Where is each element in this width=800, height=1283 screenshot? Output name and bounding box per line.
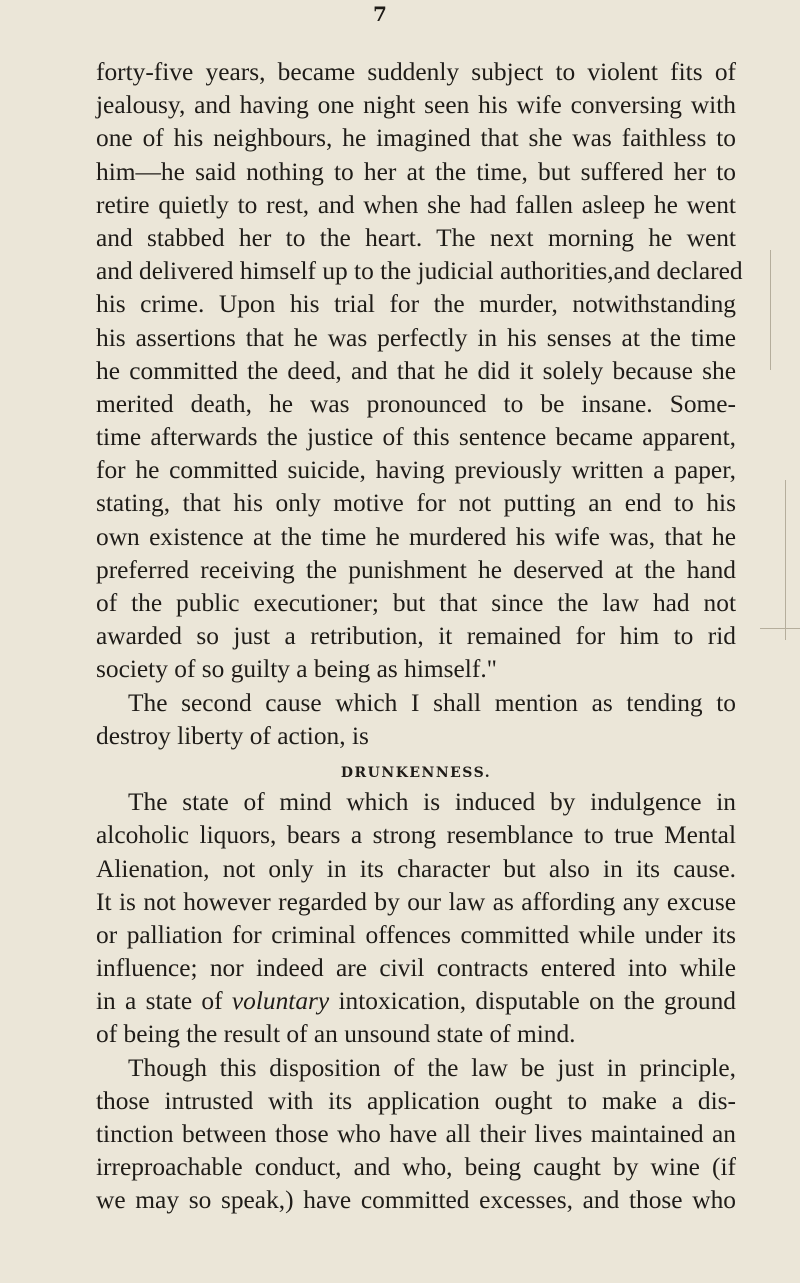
- text-line: those intrusted with its application ought to make a dis-: [96, 1086, 736, 1115]
- text-line: Alienation, not only in its character but also in its cause.: [96, 854, 736, 883]
- text-line: awarded so just a retribution, it remained for him to rid: [96, 622, 736, 651]
- text-line: for he committed suicide, having previously written a paper,: [96, 456, 736, 485]
- text-line: influence; nor indeed are civil contracts entered into while: [96, 954, 736, 983]
- text-line: Though this disposition of the law be just in principle,: [128, 1053, 736, 1082]
- text-line: forty-five years, became suddenly subject to violent fits of: [96, 58, 736, 86]
- text-line: alcoholic liquors, bears a strong resemblance to true Mental: [96, 821, 736, 850]
- text-line: society of so guilty a being as himself.": [96, 655, 498, 684]
- text-line: irreproachable conduct, and who, being caught by wine (if: [96, 1153, 736, 1182]
- text-line: of being the result of an unsound state of mind.: [96, 1020, 576, 1049]
- text-line: or palliation for criminal offences committed while under its: [96, 920, 736, 949]
- text-line: he committed the deed, and that he did it solely because she: [96, 356, 736, 385]
- text-line: destroy liberty of action, is: [96, 721, 369, 750]
- text-line: jealousy, and having one night seen his wife conversing with: [96, 91, 736, 120]
- text-line: his crime. Upon his trial for the murder, notwithstanding: [96, 290, 736, 319]
- text-line: The second cause which I shall mention as tending to: [128, 688, 736, 717]
- text-line: and stabbed her to the heart. The next morning he went: [96, 223, 736, 252]
- text-line: we may so speak,) have committed excesses, and those who: [96, 1186, 736, 1215]
- text-line: own existence at the time he murdered his wife was, that he: [96, 522, 736, 551]
- text-fragment: in a state of: [96, 987, 232, 1016]
- text-line-emphasis: [96, 985, 736, 1018]
- section-heading-row: [96, 753, 736, 786]
- body-text: [96, 56, 743, 1218]
- text-line: time afterwards the justice of this sentence became apparent,: [96, 423, 736, 452]
- page-number: 7: [373, 2, 387, 26]
- page-edge-mark: [770, 250, 771, 370]
- text-line: retire quietly to rest, and when she had fallen asleep he went: [96, 190, 736, 219]
- text-line: stating, that his only motive for not putting an end to his: [96, 489, 736, 518]
- text-fragment: intoxication, disputable on the ground: [329, 987, 736, 1016]
- text-line: one of his neighbours, he imagined that she was faithless to: [96, 124, 736, 153]
- text-line: of the public executioner; but that since the law had not: [96, 589, 736, 617]
- page-edge-mark: [785, 480, 786, 640]
- text-line: merited death, he was pronounced to be insane. Some-: [96, 389, 736, 418]
- emphasized-word: voluntary: [231, 987, 330, 1016]
- text-line: and delivered himself up to the judicial authorities,and declared: [96, 257, 743, 286]
- text-line: It is not however regarded by our law as affording any excuse: [96, 887, 736, 916]
- section-heading: DRUNKENNESS.: [340, 764, 492, 781]
- text-line: him—he said nothing to her at the time, but suffered her to: [96, 157, 736, 186]
- text-line: The state of mind which is induced by indulgence in: [128, 788, 736, 817]
- text-line: his assertions that he was perfectly in his senses at the time: [96, 323, 736, 352]
- page-edge-mark: [760, 628, 800, 629]
- text-line: tinction between those who have all their lives maintained an: [96, 1120, 736, 1148]
- text-line: preferred receiving the punishment he deserved at the hand: [96, 555, 736, 584]
